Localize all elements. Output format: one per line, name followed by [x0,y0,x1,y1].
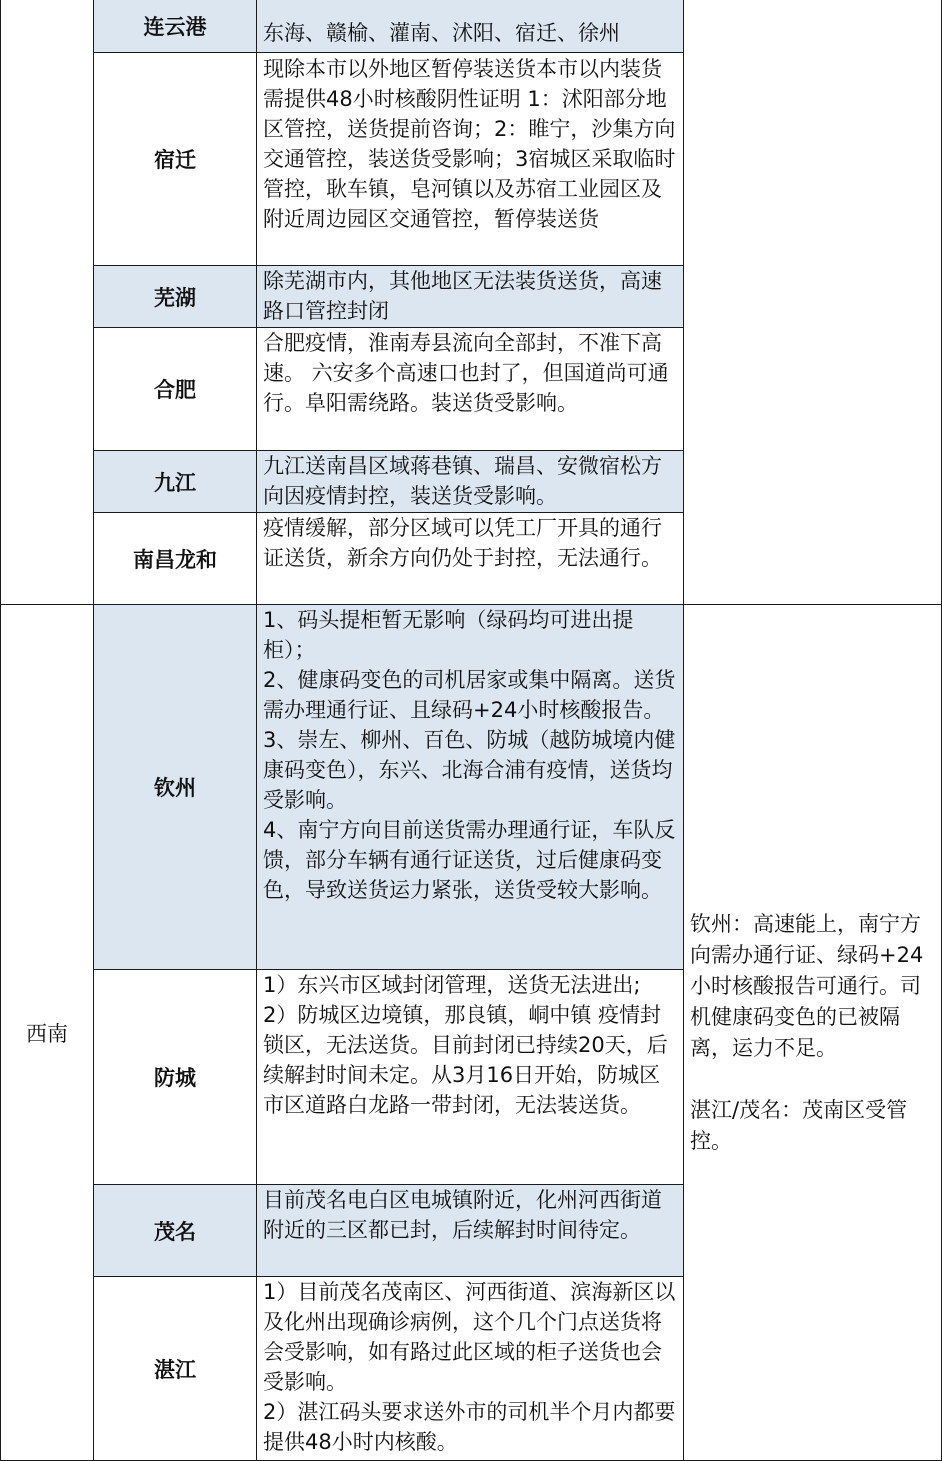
note-cell-continued [683,0,942,605]
note-cell-southwest: 钦州：高速能上，南宁方向需办通行证、绿码+24小时核酸报告可通行。司机健康码变色的已被隔离，运力不足。 湛江/茂名：茂南区受管控。 [683,604,942,1461]
description-cell: 除芜湖市内，其他地区无法装货送货，高速路口管控封闭 [256,265,684,328]
description-cell: 九江送南昌区域蒋巷镇、瑞昌、安微宿松方向因疫情封控，装送货受影响。 [256,450,684,513]
description-text: 东海、赣榆、灌南、沭阳、宿迁、徐州 [263,21,620,45]
city-cell: 钦州 [93,604,257,970]
city-cell: 南昌龙和 [93,512,257,605]
city-cell: 防城 [93,969,257,1185]
description-cell: 现除本市以外地区暂停装送货本市以内装货需提供48小时核酸阴性证明 1：沭阳部分地区管控，送货提前咨询；2：睢宁，沙集方向交通管控，装送货受影响；3宿城区采取临时管控，耿车镇，皂河镇以及苏宿工业园区及附近周边园区交通管控，暂停装送货 [256,52,684,266]
description-cell [256,0,684,53]
region-cell-continued [0,0,94,605]
city-cell: 合肥 [93,327,257,451]
description-cell: 1）东兴市区域封闭管理，送货无法进出; 2）防城区边境镇，那良镇，峒中镇 疫情封锁区，无法送货。目前封闭已持续20天，后续解封时间未定。从3月16日开始，防城区市区道路白龙路一带封闭，无法装送货。 [256,969,684,1185]
city-cell: 宿迁 [93,52,257,266]
city-cell: 茂名 [93,1184,257,1277]
description-cell: 合肥疫情，淮南寿县流向全部封，不准下高速。 六安多个高速口也封了，但国道尚可通行。阜阳需绕路。装送货受影响。 [256,327,684,451]
region-cell-southwest: 西南 [0,604,94,1461]
description-cell: 目前茂名电白区电城镇附近，化州河西街道附近的三区都已封，后续解封时间待定。 [256,1184,684,1277]
city-cell: 连云港 [93,0,257,53]
city-cell: 芜湖 [93,265,257,328]
description-cell: 1、码头提柜暂无影响（绿码均可进出提柜）； 2、健康码变色的司机居家或集中隔离。送货需办理通行证、且绿码+24小时核酸报告。 3、崇左、柳州、百色、防城（越防城境内健康码变色），东兴、北海合浦有疫情，送货均受影响。 4、南宁方向目前送货需办理通行证，车队反馈，部分车辆有通行证送货，过后健康码变色，导致送货运力紧张，送货受较大影响。 [256,604,684,970]
description-cell: 疫情缓解，部分区域可以凭工厂开具的通行证送货，新余方向仍处于封控，无法通行。 [256,512,684,605]
city-cell: 湛江 [93,1276,257,1461]
city-cell: 九江 [93,450,257,513]
description-cell: 1）目前茂名茂南区、河西街道、滨海新区以及化州出现确诊病例，这个几个门点送货将会受影响，如有路过此区域的柜子送货也会受影响。 2）湛江码头要求送外市的司机半个月内都要提供48小时内核酸。 [256,1276,684,1461]
